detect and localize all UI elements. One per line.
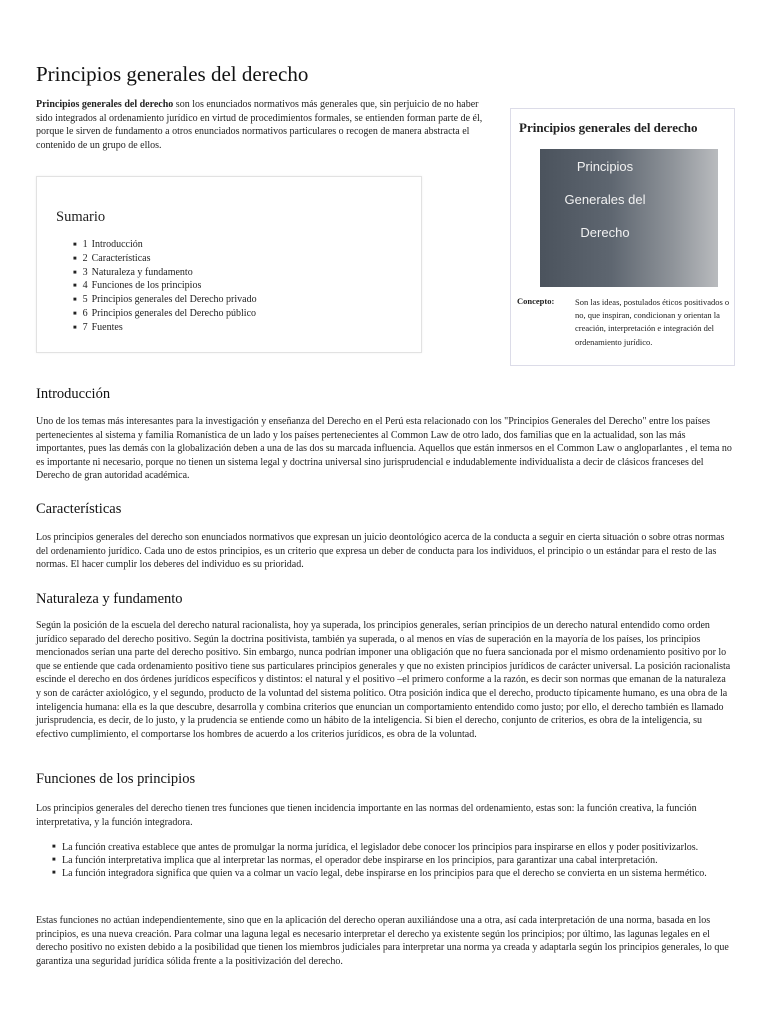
toc-item-number: 7 — [82, 321, 88, 333]
section-text-funciones: Los principios generales del derecho tienen tres funciones que tienen incidencia importante en las normas del ordenamiento, estas son: la función creativa, la función interpretativa, y la función integradora. — [36, 803, 697, 828]
infobox-concept-value: Son las ideas, postulados éticos positivados o no, que inspiran, condicionan y orientan la creación, interpretación e integración del ordenamiento jurídico. — [575, 297, 730, 347]
intro-text: son los enunciados normativos más generales que, sin perjuicio de no haber sido integrados al ordenamiento jurídico en virtud de procedimientos formales, se entienden forman parte de él, porque le sirven de fundamento a otros enunciados normativos particulares o recogen de manera abstracta el contenido de un grupo de ellos. — [36, 99, 483, 151]
infobox-image-line: Generales del — [564, 192, 646, 207]
toc-item-number: 2 — [82, 252, 88, 264]
table-of-contents — [36, 176, 422, 353]
toc-item-label: Introducción — [91, 239, 143, 250]
section-text-caracteristicas: Los principios generales del derecho son enunciados normativos que expresan un juicio deontológico acerca de la conducta a seguir en cierta situación o sobre otras normas del ordenamiento jurídico. Cada uno de estos principios, es un criterio que expresa un deber de conducta para los individuos, el principio o un estándar para el resto de las normas. El hacer cumplir los deberes del individuo es su prioridad. — [36, 532, 725, 571]
page-title: Principios generales del derecho — [36, 62, 309, 86]
section-heading-introduccion: Introducción — [36, 386, 111, 402]
toc-item[interactable] — [73, 280, 257, 294]
toc-item-label: Principios generales del Derecho público — [91, 307, 257, 319]
infobox-concept-label: Concepto: — [517, 296, 555, 306]
section-heading-funciones: Funciones de los principios — [36, 771, 196, 787]
toc-item-number: 6 — [82, 307, 88, 319]
toc-title: Sumario — [56, 209, 106, 225]
toc-item-number: 5 — [82, 294, 88, 306]
funciones-list — [52, 841, 732, 880]
infobox-image — [540, 149, 718, 287]
toc-item[interactable] — [73, 308, 257, 322]
toc-item-label: Fuentes — [91, 321, 123, 333]
intro-paragraph — [36, 98, 486, 152]
intro-bold-term: Principios generales del derecho — [36, 99, 174, 110]
section-closing-funciones: Estas funciones no actúan independientemente, sino que en la aplicación del derecho operan auxiliándose una a otra, así cada interpretación de una norma, basada en los principios, es una nueva creación. Para colmar una laguna legal es necesario interpretar el derecho ya existente según los principios; por último, las lagunas legales en el derecho positivo no existen debido a la posibilidad que tienen los miembros judiciales para interpretar una norma ya creada y adaptarla según los principios generales, lo que garantiza una seguridad jurídica sólida frente a la positivización del derecho. — [36, 915, 729, 967]
list-item: ■ La función integradora significa que quien va a colmar un vacío legal, debe inspirarse en los principios para que el derecho se convierta en un sistema hermético. — [52, 867, 732, 880]
toc-item[interactable] — [73, 294, 257, 308]
toc-item-number: 3 — [82, 266, 88, 278]
section-text-naturaleza: Según la posición de la escuela del derecho natural racionalista, hoy ya superada, los principios generales, serían principios de un derecho natural entendido como orden jurídico separado del derecho positivo. Según la doctrina positivista, también ya superada, o al menos en vías de superación en la mayoría de los países, los principios mencionados serían una parte del derecho positivo. Sin embargo, nunca podrían imponer una obligación que no fuera sancionada por el mismo ordenamiento positivo por lo que se entiende que cada ordenamiento positivo tiene sus particulares principios generales y que no existen principios jurídicos de carácter universal. La posición racionalista escinde el derecho en dos órdenes jurídicos específicos y distintos: el natural y el positivo –el primero conforme a la razón, es decir son normas que emanan de la naturaleza y son de carácter axiológico, y el segundo, producto de la voluntad del sistema político. Otra posición indica que el derecho, producto típicamente humano, es una obra de la inteligencia humana: ella es la que descubre, desarrolla y combina criterios que enuncian un comportamiento entendido como justo; por ello, el derecho también es llamado jurisprudencia, es decir, de lo justo, y la prudencia se entiende como un hábito de la inteligencia. Si bien el derecho, conjunto de criterios, es obra de la inteligencia, su efectivo cumplimiento, el comportarse los hombres de acuerdo a los criterios jurídicos, es obra de la voluntad. — [36, 620, 731, 740]
infobox — [510, 108, 735, 366]
infobox-image-line: Principios — [576, 159, 634, 174]
section-text-introduccion: Uno de los temas más interesantes para la investigación y enseñanza del Derecho en el Perú esta relacionado con los "Principios Generales del Derecho" entre los países pertenecientes al sistema y familia Romanística de un lado y los países pertenecientes al Common Law de otro lado, dos familias que en la actualidad, son las más importantes, pues las demás con la globalización deben a una de las dos su marcada influencia. Aquellos que están inmersos en el Common Law o angloparlantes , el tema no es importante ni necesario, porque no tienen un sistema legal y doctrina universal sino jurisprudencial e indudablemente individualista a decir de clásicos franceses del Derecho de gran autoridad académica. — [36, 416, 732, 482]
infobox-image-line: Derecho — [580, 225, 630, 240]
toc-item-label: Funciones de los principios — [91, 280, 202, 292]
infobox-title: Principios generales del derecho — [519, 120, 698, 135]
toc-item[interactable] — [73, 239, 257, 253]
toc-item-number: 4 — [82, 280, 88, 292]
toc-item-number: 1 — [82, 239, 88, 250]
toc-item-label: Principios generales del Derecho privado — [91, 294, 257, 306]
toc-item[interactable] — [73, 322, 257, 336]
section-heading-caracteristicas: Características — [36, 501, 122, 517]
toc-item-label: Naturaleza y fundamento — [91, 266, 193, 278]
list-item: ■ La función interpretativa implica que al interpretar las normas, el operador debe inspirarse en los principios, para garantizar una cabal interpretación. — [52, 854, 732, 867]
toc-list — [73, 239, 257, 336]
section-heading-naturaleza: Naturaleza y fundamento — [36, 591, 183, 607]
toc-item[interactable] — [73, 267, 257, 281]
toc-item-label: Características — [91, 252, 151, 264]
toc-item[interactable] — [73, 253, 257, 267]
list-item: ■ La función creativa establece que antes de promulgar la norma jurídica, el legislador debe conocer los principios para inspirarse en ellos y poder positivizarlos. — [52, 841, 732, 854]
